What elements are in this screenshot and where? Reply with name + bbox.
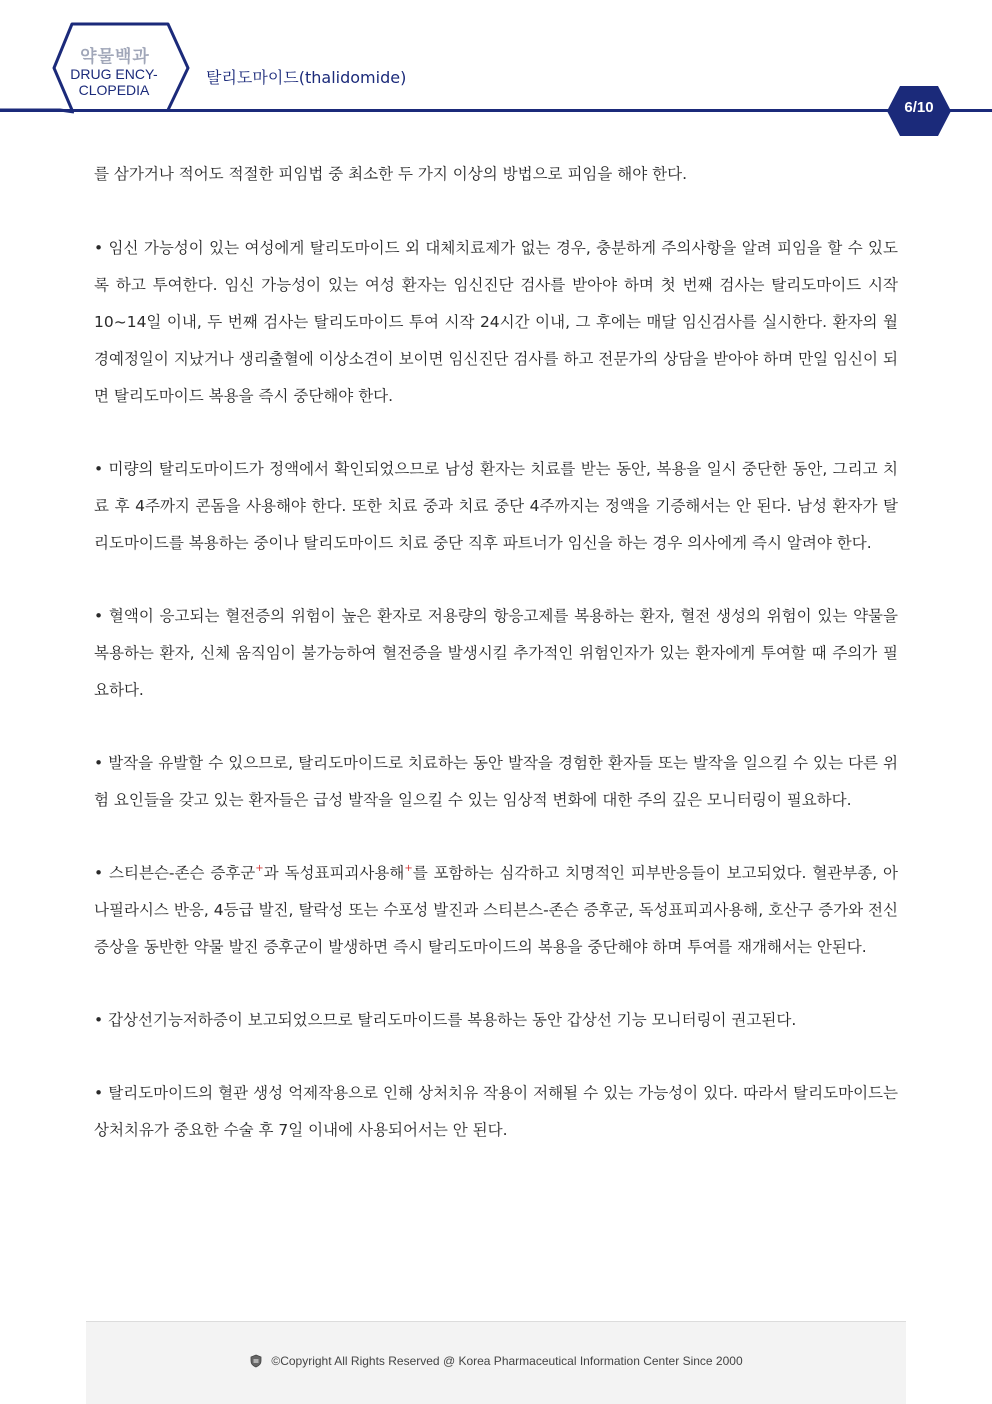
paragraph-male-patients: • 미량의 탈리도마이드가 정액에서 확인되었으므로 남성 환자는 치료를 받는 동안, 복용을 일시 중단한 동안, 그리고 치료 후 4주까지 콘돔을 사용해야 한다. 또한 치료 중과 치료 중단 4주까지는 정액을 기증해서는 안 된다. 남성 환자가 탈리도마이드를 복용하는 중이나 탈리도마이드 치료 중단 직후 파트너가 임신을 하는 경우 의사에게 즉시 알려야 한다.	[94, 460, 898, 552]
paragraph-seizure: • 발작을 유발할 수 있으므로, 탈리도마이드로 치료하는 동안 발작을 경험한 환자들 또는 발작을 일으킬 수 있는 다른 위험 요인들을 갖고 있는 환자들은 급성 발작을 일으킬 수 있는 임상적 변화에 대한 주의 깊은 모니터링이 필요하다.	[94, 754, 898, 809]
logo-english-line-2: CLOPEDIA	[78, 82, 150, 98]
page-header	[0, 0, 992, 140]
header-divider	[0, 109, 992, 112]
page-number: 6/10	[904, 99, 934, 116]
footnote-marker: +	[404, 863, 413, 874]
copyright-text: ©Copyright All Rights Reserved @ Korea Pharmaceutical Information Center Since 2000	[271, 1354, 743, 1368]
skin-reactions-text-a: • 스티븐슨-존슨 증후군	[94, 864, 256, 882]
logo-english-line-1: DRUG ENCY-	[70, 66, 158, 82]
paragraph-hypothyroidism: • 갑상선기능저하증이 보고되었으므로 탈리도마이드를 복용하는 동안 갑상선 기능 모니터링이 권고된다.	[94, 1011, 797, 1029]
shield-emblem-icon	[249, 1354, 263, 1368]
logo-english-text	[48, 66, 180, 98]
footnote-marker: +	[255, 863, 264, 874]
skin-reactions-text-b: 과 독성표피괴사용해	[263, 864, 405, 882]
paragraph-continuation: 를 삼가거나 적어도 적절한 피임법 중 최소한 두 가지 이상의 방법으로 피임을 해야 한다.	[94, 165, 688, 183]
skin-reactions-text-c: 를 포함하는 심각하고 치명적인 피부반응들이 보고되었다. 혈관부종, 아나필라시스 반응, 4등급 발진, 탈락성 또는 수포성 발진과 스티븐스-존슨 증후군, 독성표피괴사용해, 호산구 증가와 전신증상을 동반한 약물 발진 증후군이 발생하면 즉시 탈리도마이드의 복용을 중단해야 하며 투여를 재개해서는 안된다.	[94, 864, 899, 956]
logo-korean-text: 약물백과	[80, 47, 150, 67]
document-title: 탈리도마이드(thalidomide)	[206, 68, 407, 87]
page-footer	[86, 1321, 906, 1404]
paragraph-wound-healing: • 탈리도마이드의 혈관 생성 억제작용으로 인해 상처치유 작용이 저해될 수 있는 가능성이 있다. 따라서 탈리도마이드는 상처치유가 중요한 수술 후 7일 이내에 사용되어서는 안 된다.	[94, 1084, 898, 1139]
paragraph-skin-reactions	[94, 855, 898, 966]
footer-copyright	[86, 1354, 906, 1368]
document-body	[94, 156, 898, 1185]
paragraph-thrombosis: • 혈액이 응고되는 혈전증의 위험이 높은 환자로 저용량의 항응고제를 복용하는 환자, 혈전 생성의 위험이 있는 약물을 복용하는 환자, 신체 움직임이 불가능하여 혈전증을 발생시킬 추가적인 위험인자가 있는 환자에게 투여할 때 주의가 필요하다.	[94, 607, 898, 699]
paragraph-pregnancy-women: • 임신 가능성이 있는 여성에게 탈리도마이드 외 대체치료제가 없는 경우, 충분하게 주의사항을 알려 피임을 할 수 있도록 하고 투여한다. 임신 가능성이 있는 여성 환자는 임신진단 검사를 받아야 하며 첫 번째 검사는 탈리도마이드 시작 10~14일 이내, 두 번째 검사는 탈리도마이드 투여 시작 24시간 이내, 그 후에는 매달 임신검사를 실시한다. 환자의 월경예정일이 지났거나 생리출혈에 이상소견이 보이면 임신진단 검사를 하고 전문가의 상담을 받아야 하며 만일 임신이 되면 탈리도마이드 복용을 즉시 중단해야 한다.	[94, 239, 898, 405]
